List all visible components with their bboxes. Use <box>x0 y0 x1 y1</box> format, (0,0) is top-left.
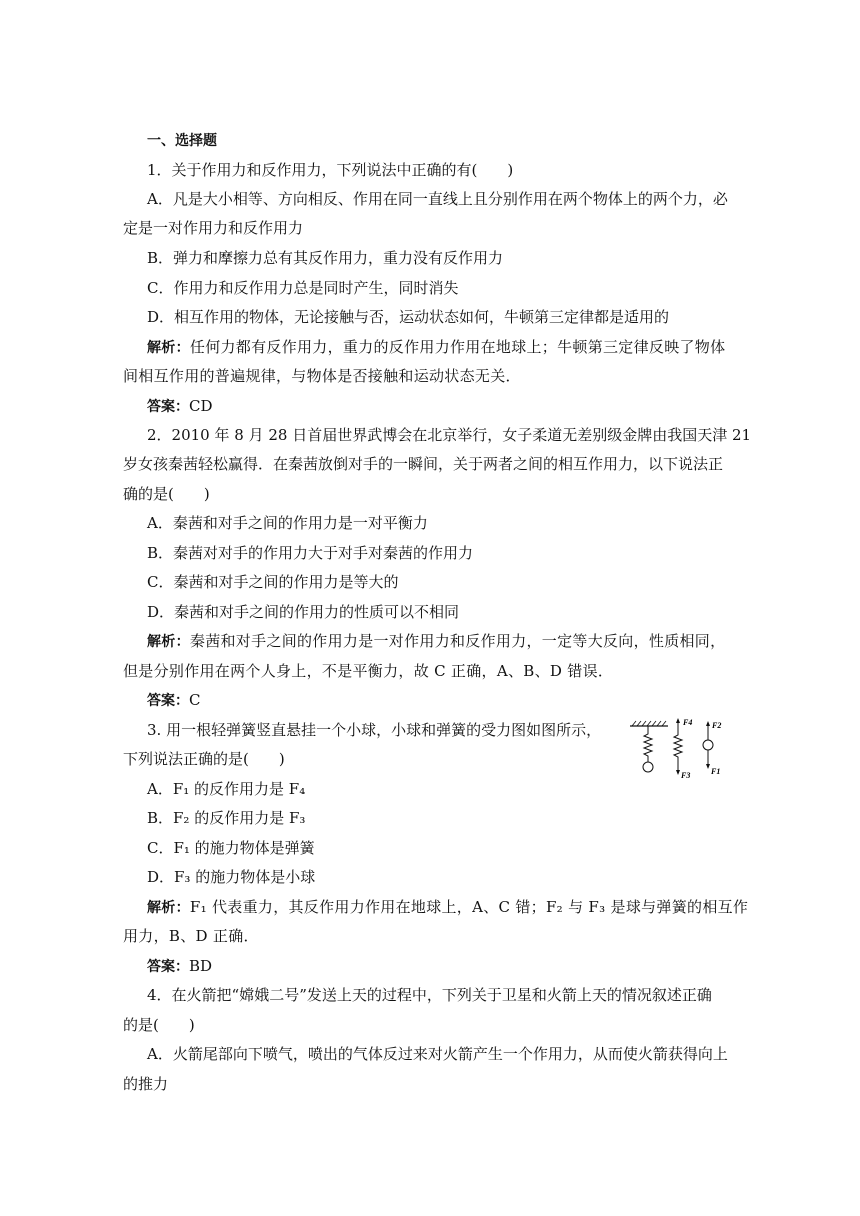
q2-explanation-text: 秦茜和对手之间的作用力是一对作用力和反作用力，一定等大反向，性质相同， <box>189 632 726 650</box>
q3-option-b: B．F₂ 的反作用力是 F₃ <box>147 809 306 827</box>
q3-stem-line1: 3. 用一根轻弹簧竖直悬挂一个小球，小球和弹簧的受力图如图所示， <box>147 721 602 739</box>
arrowhead-f3 <box>676 770 680 775</box>
arrowhead-f2 <box>706 721 710 726</box>
q1-answer-value: CD <box>189 397 213 415</box>
q2-explanation-label: 解析： <box>147 634 190 650</box>
q3-option-a: A．F₁ 的反作用力是 F₄ <box>147 780 306 798</box>
q4-option-a-line2: 的推力 <box>123 1075 169 1093</box>
q1-answer-label: 答案： <box>147 399 189 415</box>
q3-explanation-text: F₁ 代表重力，其反作用力作用在地球上，A、C 错；F₂ 与 F₃ 是球与弹簧的相互作 <box>189 898 749 916</box>
q2-answer-label: 答案： <box>147 693 189 709</box>
spring-hanging <box>644 726 652 762</box>
label-f4: F4 <box>683 718 693 727</box>
q2-stem-line1: 2．2010 年 8 月 28 日首届世界武博会在北京举行，女子柔道无差别级金牌由我国天津 21 <box>147 426 752 444</box>
label-f2: F2 <box>712 721 722 730</box>
q2-answer <box>147 690 200 711</box>
q4-option-a-line1: A．火箭尾部向下喷气，喷出的气体反过来对火箭产生一个作用力，从而使火箭获得向上 <box>147 1045 728 1063</box>
spring-free <box>674 730 682 762</box>
q1-option-c: C．作用力和反作用力总是同时产生，同时消失 <box>147 279 459 297</box>
q1-explanation-label: 解析： <box>147 340 190 356</box>
ball-free <box>703 740 713 750</box>
q2-explanation-line2: 但是分别作用在两个人身上，不是平衡力，故 C 正确，A、B、D 错误． <box>123 662 614 680</box>
arrowhead-f4 <box>676 718 680 723</box>
q1-explanation-line1 <box>147 337 725 358</box>
q2-explanation-line1 <box>147 631 725 652</box>
label-f1: F1 <box>711 767 721 776</box>
spring-ball-force-diagram <box>628 718 728 780</box>
q3-stem-line2: 下列说法正确的是( ) <box>123 750 285 768</box>
ceiling-hatch <box>632 721 666 726</box>
q3-explanation-label: 解析： <box>147 900 190 916</box>
q1-option-a-line1: A．凡是大小相等、方向相反、作用在同一直线上且分别作用在两个物体上的两个力，必 <box>147 190 728 208</box>
q1-option-a-line2: 定是一对作用力和反作用力 <box>123 219 304 237</box>
q1-answer <box>147 396 213 417</box>
q3-option-c: C．F₁ 的施力物体是弹簧 <box>147 839 315 857</box>
q2-option-c: C．秦茜和对手之间的作用力是等大的 <box>147 573 399 591</box>
q1-option-b: B．弹力和摩擦力总有其反作用力，重力没有反作用力 <box>147 249 504 267</box>
arrowhead-f1 <box>706 764 710 769</box>
q2-stem-line3: 确的是( ) <box>123 485 210 503</box>
q4-stem-line2: 的是( ) <box>123 1016 195 1034</box>
q3-option-d: D．F₃ 的施力物体是小球 <box>147 868 316 886</box>
q2-option-b: B．秦茜对对手的作用力大于对手对秦茜的作用力 <box>147 544 474 562</box>
q1-option-d: D．相互作用的物体，无论接触与否，运动状态如何，牛顿第三定律都是适用的 <box>147 308 670 326</box>
q3-answer-label: 答案： <box>147 959 189 975</box>
section-title: 一、选择题 <box>147 133 217 149</box>
q3-answer <box>147 956 212 977</box>
q2-stem-line2: 岁女孩秦茜轻松赢得．在秦茜放倒对手的一瞬间，关于两者之间的相互作用力，以下说法正 <box>123 455 724 473</box>
q1-stem: 1．关于作用力和反作用力，下列说法中正确的有( ) <box>147 161 514 179</box>
q1-explanation-line2: 间相互作用的普遍规律，与物体是否接触和运动状态无关． <box>123 367 521 385</box>
q4-stem-line1: 4．在火箭把“嫦娥二号”发送上天的过程中，下列关于卫星和火箭上天的情况叙述正确 <box>147 986 712 1004</box>
q3-explanation-line1 <box>147 897 748 918</box>
q1-explanation-text: 任何力都有反作用力，重力的反作用力作用在地球上；牛顿第三定律反映了物体 <box>189 338 726 356</box>
q2-option-a: A．秦茜和对手之间的作用力是一对平衡力 <box>147 514 428 532</box>
label-f3: F3 <box>681 771 691 780</box>
ball-hanging <box>643 762 653 772</box>
q2-answer-value: C <box>189 691 201 709</box>
q2-option-d: D．秦茜和对手之间的作用力的性质可以不相同 <box>147 603 460 621</box>
q3-explanation-line2: 用力，B、D 正确． <box>123 927 259 945</box>
q3-answer-value: BD <box>189 957 213 975</box>
